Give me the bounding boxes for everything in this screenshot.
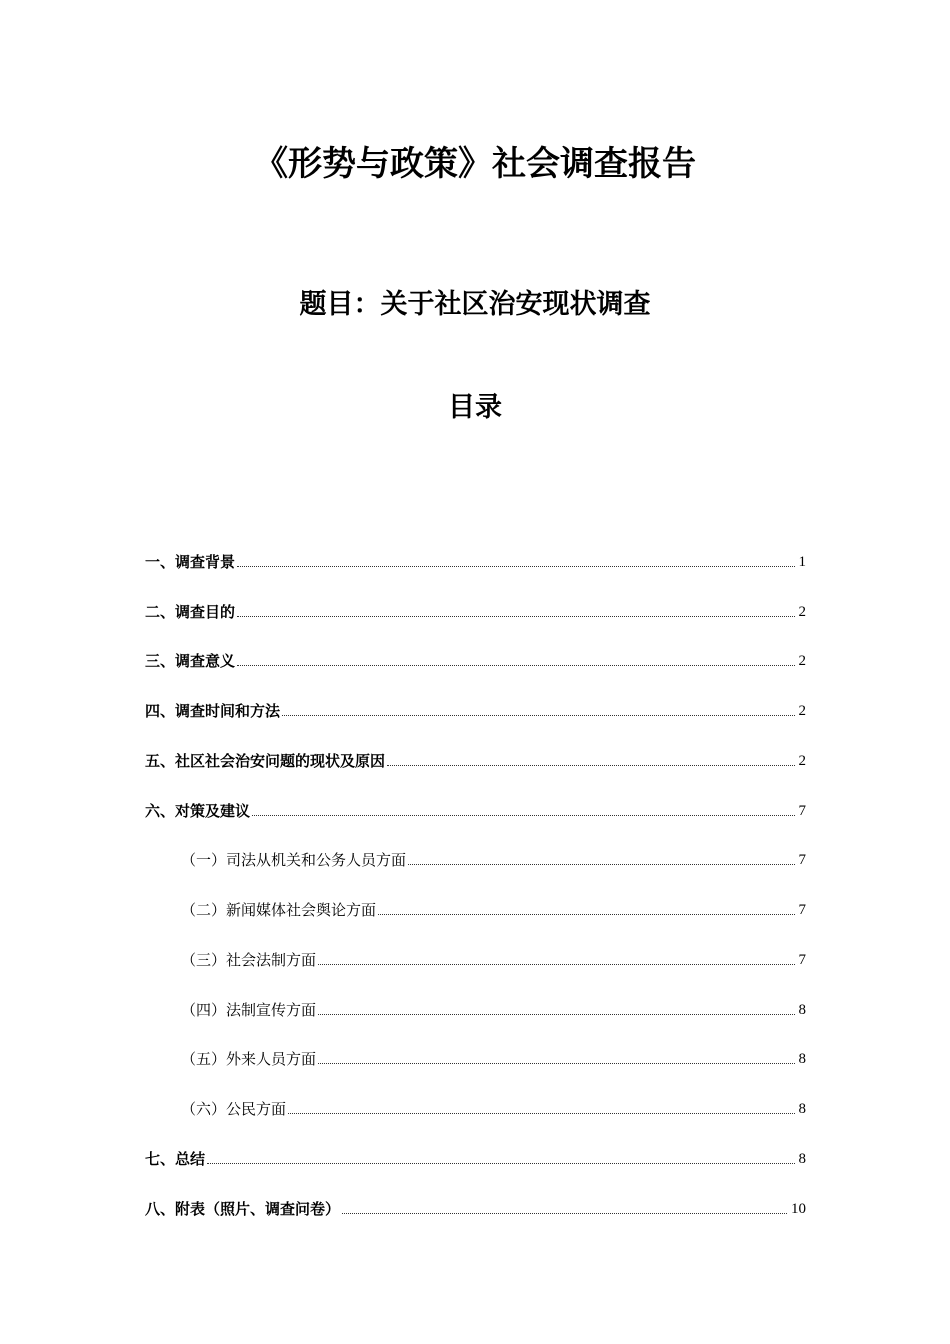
toc-dot-leader — [237, 616, 794, 617]
toc-entry[interactable] — [145, 1095, 806, 1145]
toc-entry[interactable] — [145, 896, 806, 946]
toc-entry[interactable] — [145, 847, 806, 897]
toc-entry-label: 一、调查背景 — [145, 552, 236, 571]
report-title: 《形势与政策》社会调查报告 — [254, 144, 696, 184]
toc-entry-label: （三）社会法制方面 — [181, 950, 317, 969]
toc-entry-page-number: 8 — [798, 1001, 806, 1018]
toc-entry[interactable] — [145, 946, 806, 996]
toc-entry-page-number: 8 — [798, 1150, 806, 1167]
toc-entry-label: 四、调查时间和方法 — [145, 702, 281, 720]
toc-entry-page-number: 7 — [798, 802, 806, 819]
toc-entry-page-number: 8 — [798, 1051, 806, 1068]
toc-entry[interactable] — [145, 697, 806, 747]
toc-entry-page-number: 7 — [798, 951, 806, 968]
toc-dot-leader — [318, 1014, 794, 1015]
toc-dot-leader — [408, 864, 794, 865]
toc-dot-leader — [318, 964, 794, 965]
toc-dot-leader — [288, 1113, 794, 1114]
toc-entry[interactable] — [145, 598, 806, 648]
toc-entry-page-number: 7 — [798, 902, 806, 918]
toc-dot-leader — [207, 1163, 794, 1164]
toc-entry-label: 二、调查目的 — [145, 602, 236, 621]
toc-entry-label: 七、总结 — [145, 1149, 206, 1168]
toc-dot-leader — [342, 1213, 787, 1214]
toc-heading: 目录 — [448, 392, 502, 423]
toc-entry[interactable] — [145, 648, 806, 698]
toc-entry-label: （四）法制宣传方面 — [181, 1000, 317, 1019]
toc-dot-leader — [318, 1063, 794, 1064]
toc-entry-label: 八、附表（照片、调查问卷） — [145, 1199, 341, 1218]
toc-entry[interactable] — [145, 1195, 806, 1245]
toc-entry-label: （二）新闻媒体社会舆论方面 — [181, 901, 377, 919]
toc-entry-page-number: 2 — [798, 603, 806, 620]
toc-entry[interactable] — [145, 996, 806, 1046]
toc-entry-page-number: 1 — [798, 553, 806, 570]
toc-entry-page-number: 2 — [798, 703, 806, 719]
toc-entry-label: 六、对策及建议 — [145, 801, 251, 820]
toc-entry-label: 三、调查意义 — [145, 652, 236, 671]
toc-entry-label: （六）公民方面 — [181, 1100, 287, 1118]
toc-entry[interactable] — [145, 747, 806, 797]
table-of-contents — [145, 548, 806, 1245]
toc-entry-page-number: 7 — [798, 852, 806, 869]
toc-entry-label: （一）司法从机关和公务人员方面 — [181, 851, 407, 870]
toc-dot-leader — [237, 665, 794, 666]
toc-entry-page-number: 10 — [791, 1200, 806, 1217]
report-topic: 题目：关于社区治安现状调查 — [299, 289, 651, 320]
toc-entry[interactable] — [145, 548, 806, 598]
toc-dot-leader — [282, 715, 794, 716]
toc-dot-leader — [387, 765, 794, 766]
toc-dot-leader — [237, 566, 794, 567]
toc-entry-label: （五）外来人员方面 — [181, 1050, 317, 1069]
toc-entry-page-number: 2 — [798, 752, 806, 769]
toc-dot-leader — [252, 815, 794, 816]
toc-entry[interactable] — [145, 1145, 806, 1195]
toc-entry-label: 五、社区社会治安问题的现状及原因 — [145, 751, 386, 770]
toc-entry[interactable] — [145, 1046, 806, 1096]
toc-entry-page-number: 8 — [798, 1101, 806, 1117]
toc-entry-page-number: 2 — [798, 653, 806, 670]
toc-entry[interactable] — [145, 797, 806, 847]
toc-dot-leader — [378, 914, 794, 915]
